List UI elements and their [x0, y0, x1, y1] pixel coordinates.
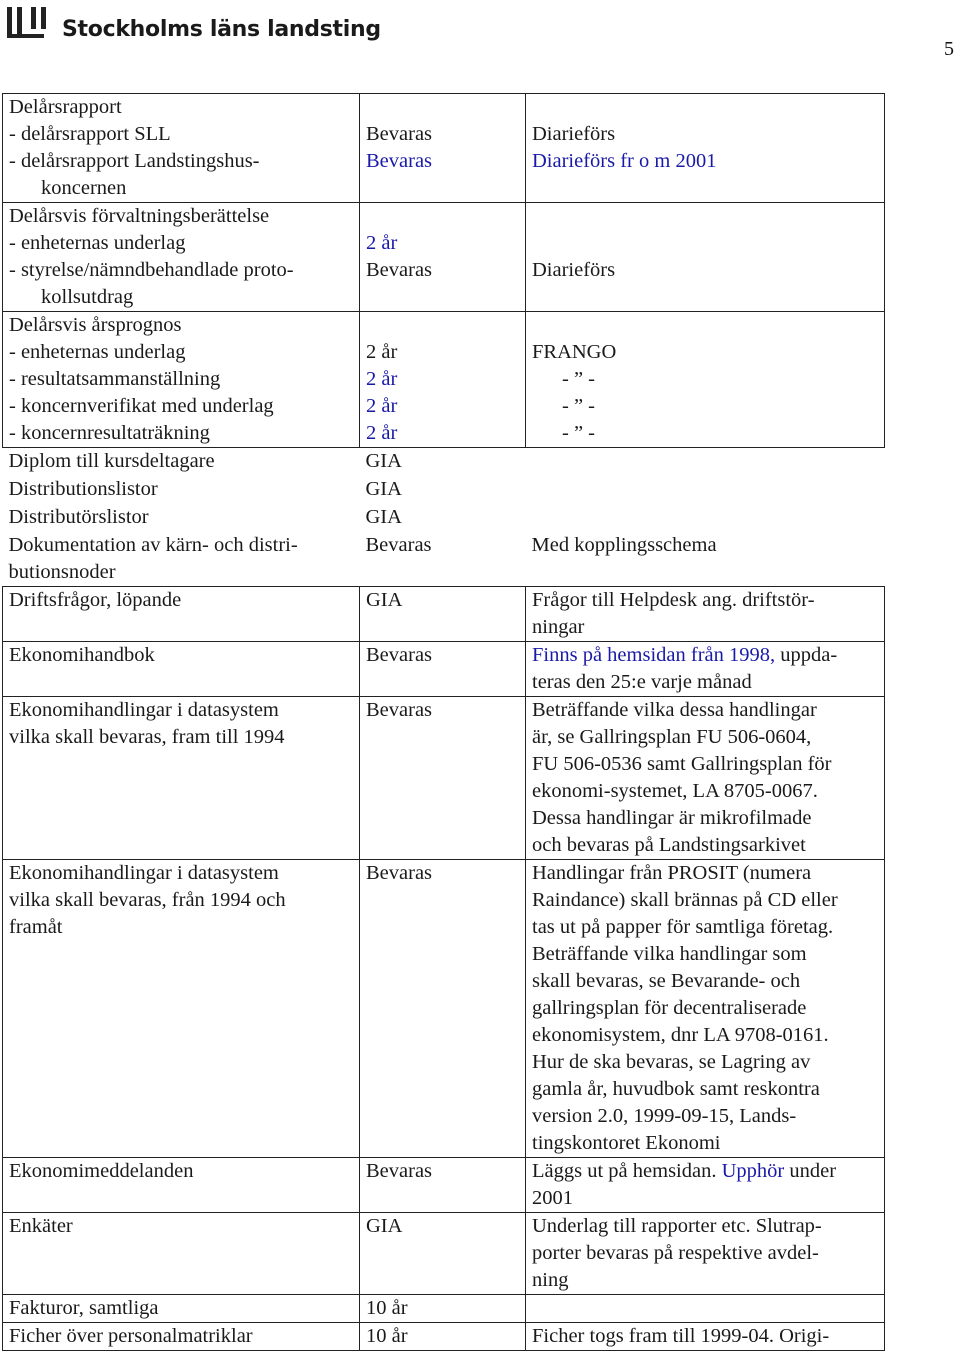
- cell-line: Delårsrapport: [9, 96, 122, 118]
- cell-line: GIA: [366, 1214, 403, 1237]
- page-header: [0, 0, 960, 60]
- cell-span: Upphör: [716, 1159, 785, 1182]
- cell-line: FRANGO: [532, 341, 617, 363]
- cell-line: Beträffande vilka dessa handlingar: [532, 698, 817, 721]
- cell-line: är, se Gallringsplan FU 506-0604,: [532, 725, 812, 748]
- table-row: [3, 476, 885, 504]
- cell-line: 2 år: [366, 341, 398, 363]
- cell-line: - resultatsammanställning: [9, 368, 221, 390]
- table-row: [3, 859, 885, 1157]
- cell-line: 2001: [532, 1186, 573, 1209]
- cell-line: - ” -: [562, 368, 596, 390]
- cell-line: Ekonomihandlingar i datasystem: [9, 698, 279, 721]
- cell-line: 10 år: [366, 1296, 408, 1319]
- cell-line: Delårsvis årsprognos: [9, 314, 182, 336]
- cell-line: vilka skall bevaras, från 1994 och: [9, 888, 286, 911]
- cell-span: Läggs ut på hemsidan.: [532, 1159, 717, 1182]
- cell-line: Raindance) skall brännas på CD eller: [532, 888, 838, 911]
- cell-line: framåt: [9, 915, 63, 938]
- cell-line: Driftsfrågor, löpande: [9, 588, 182, 611]
- cell-line: 2 år: [366, 422, 398, 444]
- cell-line: Bevaras: [366, 861, 433, 884]
- cell-line: Distributörslistor: [8, 505, 149, 528]
- cell-line: Ekonomihandbok: [9, 643, 155, 666]
- cell-line: version 2.0, 1999-09-15, Lands-: [532, 1104, 797, 1127]
- sll-logo-icon: [4, 4, 56, 44]
- cell-line: 2 år: [366, 395, 398, 417]
- organization-name: Stockholms läns landsting: [62, 17, 381, 42]
- cell-line: Hur de ska bevaras, se Lagring av: [532, 1050, 811, 1073]
- cell-line: vilka skall bevaras, fram till 1994: [9, 725, 285, 748]
- cell-line: GIA: [366, 588, 403, 611]
- cell-line: Ficher över personalmatriklar: [9, 1324, 253, 1347]
- table-row: [3, 641, 885, 696]
- cell-span: Finns på hemsidan från 1998,: [532, 643, 776, 666]
- cell-line: 2 år: [366, 232, 398, 254]
- table-row: [3, 1322, 885, 1350]
- table-row: [3, 1157, 885, 1212]
- cell-line: Frågor till Helpdesk ang. driftstör-: [532, 588, 815, 611]
- cell-line: Bevaras: [366, 1159, 433, 1182]
- cell-line: Ficher togs fram till 1999-04. Origi-: [532, 1324, 830, 1347]
- cell-line: Bevaras: [366, 259, 433, 281]
- table-row: [3, 94, 885, 203]
- cell-line: Fakturor, samtliga: [9, 1296, 159, 1319]
- cell-line: Distributionslistor: [8, 477, 158, 500]
- table-row: [3, 532, 885, 587]
- cell-line: Delårsvis förvaltningsberättelse: [9, 205, 270, 227]
- cell-line: GIA: [365, 477, 402, 500]
- cell-line: - delårsrapport SLL: [9, 123, 171, 145]
- cell-line: ekonomisystem, dnr LA 9708-0161.: [532, 1023, 829, 1046]
- cell-line: Bevaras: [366, 150, 433, 172]
- cell-line: 10 år: [366, 1324, 408, 1347]
- cell-line: Ekonomimeddelanden: [9, 1159, 194, 1182]
- cell-line: - ” -: [562, 395, 596, 417]
- cell-line: GIA: [365, 450, 402, 472]
- cell-line: Bevaras: [366, 123, 433, 145]
- cell-line: - styrelse/nämndbehandlade proto-: [9, 259, 294, 281]
- cell-line: Diarieförs: [532, 259, 616, 281]
- cell-line: 2 år: [366, 368, 398, 390]
- cell-line: Bevaras: [366, 698, 433, 721]
- cell-line: Diarieförs: [532, 123, 616, 145]
- table-row: [3, 312, 885, 448]
- page-number: 5: [944, 38, 954, 60]
- cell-line: teras den 25:e varje månad: [532, 670, 752, 693]
- cell-line: - enheternas underlag: [9, 341, 186, 363]
- cell-line: - koncernresultaträkning: [9, 422, 210, 444]
- cell-line: Beträffande vilka handlingar som: [532, 942, 807, 965]
- cell-line: - koncernverifikat med underlag: [9, 395, 274, 417]
- cell-line: Enkäter: [9, 1214, 73, 1237]
- cell-line: - delårsrapport Landstingshus-: [9, 150, 260, 172]
- cell-line: Ekonomihandlingar i datasystem: [9, 861, 279, 884]
- cell-line: Med kopplingsschema: [531, 533, 717, 556]
- cell-line: FU 506-0536 samt Gallringsplan för: [532, 752, 832, 775]
- cell-line: ning: [532, 1268, 569, 1291]
- cell-line: Dessa handlingar är mikrofilmade: [532, 806, 812, 829]
- table-row: [3, 504, 885, 532]
- cell-line: - enheternas underlag: [9, 232, 186, 254]
- cell-line: och bevaras på Landstingsarkivet: [532, 833, 806, 856]
- table-row: [3, 586, 885, 641]
- cell-line: ekonomi-systemet, LA 8705-0067.: [532, 779, 818, 802]
- cell-line: gallringsplan för decentraliserade: [532, 996, 807, 1019]
- table-row: [3, 696, 885, 859]
- cell-line: Bevaras: [365, 533, 432, 556]
- cell-line: Diplom till kursdeltagare: [8, 450, 215, 472]
- cell-line: porter bevaras på respektive avdel-: [532, 1241, 819, 1264]
- table-row: [3, 1294, 885, 1322]
- cell-line: - ” -: [562, 422, 596, 444]
- cell-line: Underlag till rapporter etc. Slutrap-: [532, 1214, 822, 1237]
- cell-line: Diarieförs fr o m 2001: [532, 150, 717, 172]
- cell-line: Handlingar från PROSIT (numera: [532, 861, 812, 884]
- cell-line: kollsutdrag: [41, 286, 134, 308]
- cell-line: butionsnoder: [8, 560, 116, 583]
- cell-line: koncernen: [41, 177, 127, 199]
- cell-line: skall bevaras, se Bevarande- och: [532, 969, 801, 992]
- retention-table: [2, 93, 885, 1351]
- table-row: [3, 1212, 885, 1294]
- cell-line: tingskontoret Ekonomi: [532, 1131, 721, 1154]
- table-row: [3, 448, 885, 476]
- cell-span: under: [784, 1159, 837, 1182]
- cell-line: Bevaras: [366, 643, 433, 666]
- cell-line: ningar: [532, 615, 585, 638]
- cell-line: tas ut på papper för samtliga företag.: [532, 915, 834, 938]
- cell-line: GIA: [365, 505, 402, 528]
- table-row: [3, 203, 885, 312]
- cell-line: Dokumentation av kärn- och distri-: [8, 533, 298, 556]
- cell-line: gamla år, huvudbok samt reskontra: [532, 1077, 820, 1100]
- cell-span: uppda-: [775, 643, 838, 666]
